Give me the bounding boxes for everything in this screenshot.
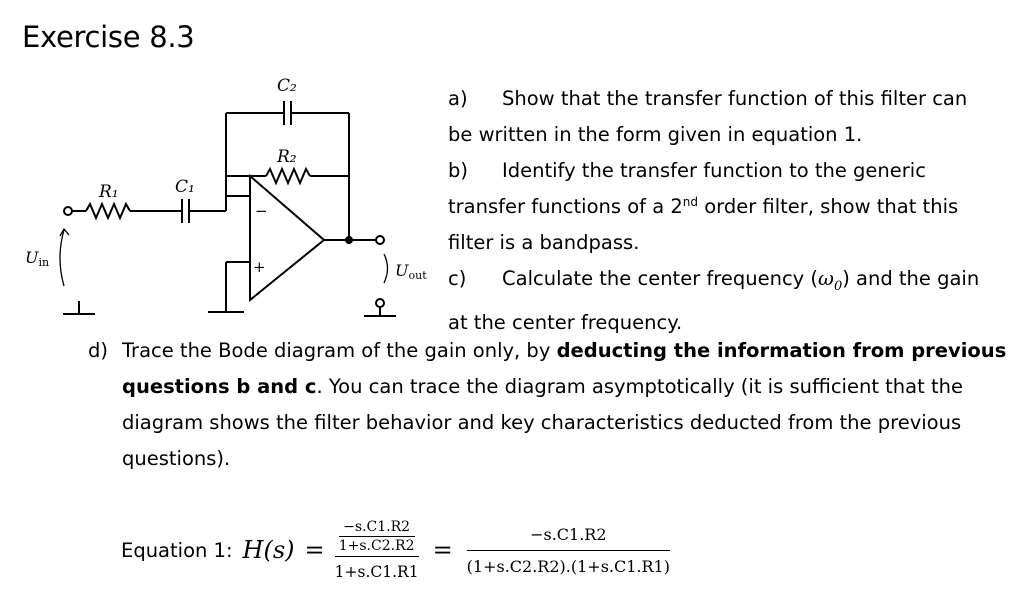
c2-label: C₂ [277,76,297,96]
inner-numerator: −s.C1.R2 [339,519,415,537]
output-node [346,237,352,243]
equation-equals-2: = [432,536,453,564]
question-b-line3: filter is a bandpass. [448,231,640,254]
question-b [448,153,958,261]
resistor-r2 [266,169,310,183]
exercise-title: Exercise 8.3 [22,20,195,54]
equation-rhs-fraction [467,525,670,576]
equation-label: Equation 1: [121,538,233,562]
input-terminal [64,207,72,215]
question-b-line2: transfer functions of a 2nd order filter, show that this [448,195,959,218]
rhs-denominator: (1+s.C2.R2).(1+s.C1.R1) [466,556,670,576]
question-d-line1: Trace the Bode diagram of the gain only, by deducting the information from previous [122,339,1007,362]
question-a-line1: Show that the transfer function of this filter can [502,87,968,110]
question-c [448,261,979,341]
inner-denominator: 1+s.C2.R2 [338,538,415,554]
equation-main-fraction [335,519,419,581]
circuit-diagram [0,60,450,330]
question-d-line3: diagram shows the filter behavior and key characteristics deducted from the previous [122,411,962,434]
op-amp [250,176,324,300]
minus-sign: − [255,202,268,220]
question-c-label: c) [448,267,467,290]
uout-label: Uout [395,261,427,282]
question-c-line1: Calculate the center frequency $(\omega_0)$ and the gain [502,267,980,294]
equation-1 [121,510,670,590]
question-a [448,81,967,153]
rhs-numerator: −s.C1.R2 [467,525,670,551]
plus-sign: + [253,258,266,276]
question-d [122,333,1006,477]
question-b-line1: Identify the transfer function to the generic [502,159,926,182]
output-terminal [376,236,384,244]
question-b-label: b) [448,159,468,182]
question-d-line2: questions b and c. You can trace the diagram asymptotically (it is sufficient that the [122,375,963,398]
equation-lhs: H(s) [242,536,295,564]
r1-label: R₁ [99,182,119,202]
equation-equals-1: = [304,536,325,564]
question-d-label: d) [88,339,108,362]
question-a-line2: be written in the form given in equation 1. [448,123,863,146]
question-d-line4: questions). [122,447,231,470]
resistor-r1 [86,204,130,218]
question-a-label: a) [448,87,468,110]
c1-label: C₁ [175,177,195,197]
question-c-line2: at the center frequency. [448,310,683,334]
outer-denominator: 1+s.C1.R1 [334,563,419,581]
r2-label: R₂ [277,147,297,167]
uin-label: Uin [25,248,50,269]
